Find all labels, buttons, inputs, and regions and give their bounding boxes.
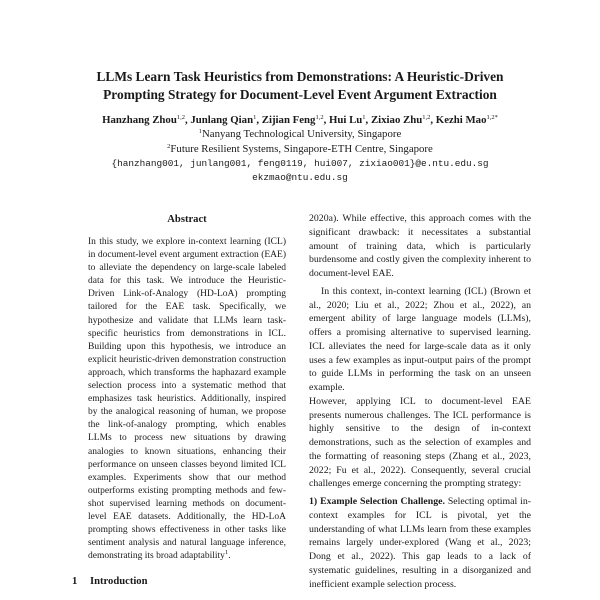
paragraph: 1) Example Selection Challenge. Selecting optimal in-context examples for ICL is pivotal, yet the understanding of what LLMs learn from these examples remains largely under-explored (Wang et al., 2023; Dong et al., 2022). This gap leads to a lack of systematic guidelines, resulting in a disorganized and inefficient example selection process. — [309, 496, 531, 590]
section-title: Introduction — [90, 576, 148, 587]
section-number: 1 — [72, 576, 78, 587]
paragraph-lead: 1) Example Selection Challenge. — [309, 496, 445, 507]
title-line-1: LLMs Learn Task Heuristics from Demonstrations: A Heuristic-Driven — [96, 69, 504, 84]
email-line-2: ekzmao@ntu.edu.sg — [252, 172, 348, 183]
email-line-1: {hanzhang001, junlang001, feng0119, hui007, zixiao001}@e.ntu.edu.sg — [111, 158, 489, 169]
paragraph: In this context, in-context learning (ICL) (Brown et al., 2020; Liu et al., 2022; Zhou et al., 2022), an emergent ability of large language models (LLMs), offers a promising alternative to supervised learning. ICL alleviates the need for large-scale data as it only uses a few examples as input-output pairs of the prompt to guide LLMs in performing the task on an unseen example. — [309, 285, 531, 393]
title-line-2: Prompting Strategy for Document-Level Event Argument Extraction — [103, 87, 497, 102]
author: Zijian Feng$^{1,2}$ — [261, 114, 324, 126]
paragraph: 2020a). While effective, this approach comes with the significant drawback: it necessitates a substantial amount of training data, which is particularly burdensome and costly given the complexity inherent to document-level EAE. — [309, 213, 531, 279]
abstract-body: In this study, we explore in-context learning (ICL) in document-level event argument extraction (EAE) to alleviate the dependency on large-scale labeled data for this task. We introduce the Heuristic-Driven Link-of-Analogy (HD-LoA) prompting tailored for the EAE task. Specifically, we hypothesize and validate that LLMs learn task-specific heuristics from demonstrations in ICL. Building upon this hypothesis, we introduce an explicit heuristic-driven demonstration construction approach, which transforms the haphazard example selection process into a systematic method that emphasizes task heuristics. Additionally, inspired by the analogical reasoning of human, we propose the link-of-analogy prompting, which enables LLMs to process new situations by drawing analogies to known situations, enhancing their performance on unseen classes beyond limited ICL examples. Experiments show that our method outperforms existing prompting methods and few-shot supervised learning methods on document-level EAE datasets. Additionally, the HD-LoA prompting shows effectiveness in other tasks like sentiment analysis and natural language inference, demonstrating its broad adaptability$^1$. — [88, 237, 286, 562]
author-list: Hanzhang Zhou$^{1,2}$, Junlang Qian$^1$, Zijian Feng$^{1,2}$, Hui Lu$^1$, Zixiao Zhu$^{1,2}$, Kezhi Mao$^{1,2*}$ — [102, 114, 498, 126]
section-heading-introduction — [72, 576, 148, 587]
right-column — [309, 212, 531, 591]
affiliation-2: $^2$Future Resilient Systems, Singapore-ETH Centre, Singapore — [167, 143, 433, 155]
author: Kezhi Mao$^{1,2*}$ — [435, 114, 498, 126]
author: Hui Lu$^1$ — [328, 114, 366, 126]
author: Hanzhang Zhou$^{1,2}$ — [102, 114, 185, 126]
abstract-heading: Abstract — [167, 214, 207, 225]
paper-title — [40, 68, 560, 104]
paragraph: However, applying ICL to document-level EAE presents numerous challenges. The ICL performance is highly sensitive to the design of in-context demonstrations, such as the selection of examples and the formatting of reasoning steps (Zhang et al., 2023, 2022; Fu et al., 2022). Consequently, several crucial challenges emerge concerning the prompting strategy: — [309, 395, 531, 490]
author: Junlang Qian$^1$ — [190, 114, 257, 126]
footnote-mark: 1 — [224, 549, 229, 557]
author: Zixiao Zhu$^{1,2}$ — [370, 114, 431, 126]
affiliation-1: $^1$Nanyang Technological University, Singapore — [198, 128, 402, 140]
